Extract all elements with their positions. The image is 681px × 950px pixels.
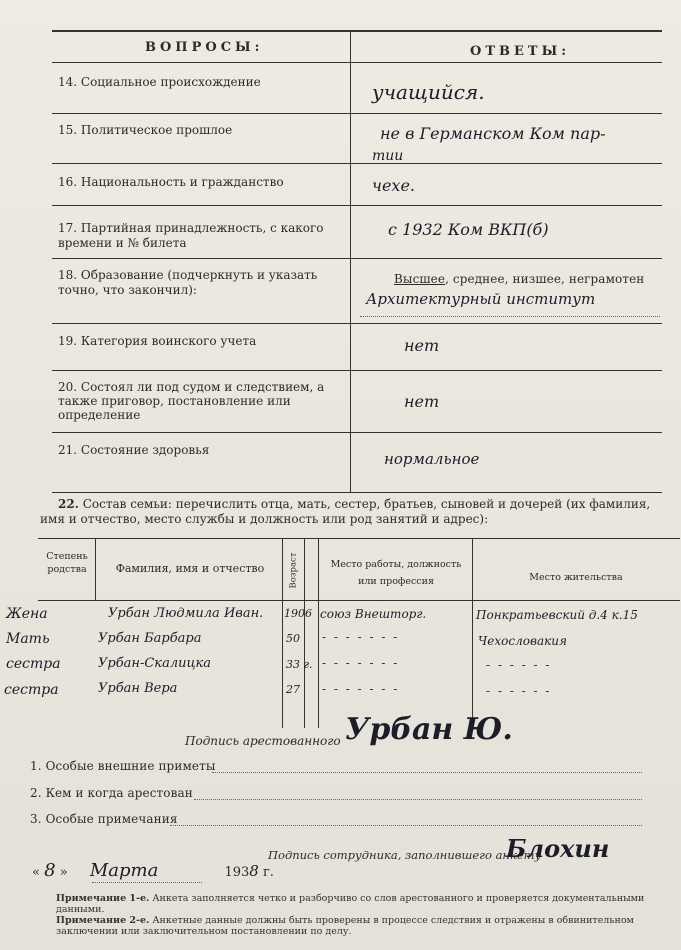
question-16-answer: чехе. <box>372 176 415 195</box>
row-rule-19 <box>52 370 662 371</box>
date-close-quote: » <box>59 865 68 880</box>
family-residence: - - - - - - <box>486 658 552 672</box>
special-notes-label: 3. Особые примечания <box>30 812 178 826</box>
question-18-label: 18. Образование (подчеркнуть и указать точно, что закончил): <box>58 268 318 297</box>
special-notes-line <box>170 825 642 826</box>
row-rule-15 <box>52 163 662 164</box>
note-2 <box>56 915 660 937</box>
education-other-options: , среднее, низшее, неграмотен <box>445 272 645 286</box>
family-col-divider-1 <box>95 538 96 600</box>
header-rule <box>52 62 662 63</box>
row-rule-16 <box>52 205 662 206</box>
officer-signature: Блохин <box>506 834 610 863</box>
family-work: союз Внешторг. <box>320 607 427 621</box>
date-year-suffix: 8 <box>249 862 259 880</box>
family-col-divider-5 <box>472 538 473 728</box>
note-1 <box>56 893 660 915</box>
family-relation: Мать <box>6 631 50 647</box>
note-1-text: Анкета заполняется четко и разборчиво со слов арестованного и проверяется документальными данными. <box>56 893 645 915</box>
question-17-label: 17. Партийная принадлежность, с какого времени и № билета <box>58 221 324 250</box>
arrested-signature: Урбан Ю. <box>345 712 513 747</box>
family-residence: - - - - - - <box>486 684 552 698</box>
family-relation: сестра <box>6 656 61 672</box>
date-open-quote: « <box>32 865 40 880</box>
family-work: - - - - - - - <box>322 656 400 670</box>
question-15-answer: не в Германском Ком пар- <box>380 124 606 143</box>
education-options <box>394 272 644 286</box>
family-name: Урбан-Скалицка <box>98 656 212 671</box>
family-age: 1906 <box>284 607 312 620</box>
question-14-label: 14. Социальное происхождение <box>58 75 261 89</box>
question-19-label: 19. Категория воинского учета <box>58 334 257 348</box>
column-header-age: Возраст <box>288 552 299 589</box>
note-2-title: Примечание 2-е. <box>56 915 150 926</box>
family-age: 27 <box>286 683 300 696</box>
family-name: Урбан Барбара <box>98 631 202 646</box>
row-rule-17 <box>52 258 662 259</box>
date-line <box>32 860 274 881</box>
family-intro <box>40 497 660 527</box>
question-19-answer: нет <box>404 336 440 355</box>
education-selected-option: Высшее <box>394 272 446 286</box>
question-14-answer: учащийся. <box>372 80 485 104</box>
family-col-divider-3 <box>304 538 305 728</box>
question-18-answer: Архитектурный институт <box>366 290 596 308</box>
question-20-label: 20. Состоял ли под судом и следствием, а также приговор, постановление или определение <box>58 380 325 422</box>
date-month-line <box>92 882 202 883</box>
questions-header: ВОПРОСЫ: <box>145 40 264 55</box>
question-17-answer: с 1932 Ком ВКП(б) <box>388 220 549 239</box>
question-15-answer-line2: тии <box>372 148 404 164</box>
family-table-top-rule <box>38 538 680 539</box>
arrested-signature-label: Подпись арестованного <box>185 734 341 748</box>
arrested-by-line <box>194 799 642 800</box>
arrested-by-label: 2. Кем и когда арестован <box>30 786 193 800</box>
row-rule-18 <box>52 323 662 324</box>
family-name: Урбан Людмила Иван. <box>108 606 264 621</box>
family-residence: Понкратьевский д.4 к.15 <box>476 608 638 622</box>
date-month: Марта <box>89 860 159 881</box>
date-day: 8 <box>44 860 56 881</box>
column-header-relation: Степень родства <box>46 551 88 575</box>
column-header-work: Место работы, должность или профессия <box>330 559 462 587</box>
row-rule-20 <box>52 432 662 433</box>
family-residence: Чехословакия <box>478 634 567 648</box>
question-18-answer-line <box>360 316 660 317</box>
family-table-header-rule <box>38 600 680 601</box>
family-intro-text: Состав семьи: перечислить отца, мать, сестер, братьев, сыновей и дочерей (их фамилия, имя и отчество, место службы и должность или род занятий и адрес): <box>40 497 651 526</box>
special-features-line <box>212 772 642 773</box>
column-header-residence: Место жительства <box>529 572 623 583</box>
family-col-divider-4 <box>318 538 319 728</box>
question-16-label: 16. Национальность и гражданство <box>58 175 284 189</box>
note-2-text: Анкетные данные должны быть проверены в процессе следствия и отражены в обвинительном заключении или заключительном постановлении по делу. <box>56 915 634 937</box>
row-rule-14 <box>52 113 662 114</box>
family-work: - - - - - - - <box>322 682 400 696</box>
column-divider <box>350 30 351 492</box>
date-year-unit: г. <box>262 865 274 880</box>
special-features-label: 1. Особые внешние приметы <box>30 759 216 773</box>
family-relation: сестра <box>4 682 59 698</box>
question-20-answer: нет <box>404 392 440 411</box>
date-year-prefix: 193 <box>224 865 250 880</box>
family-age: 33 г. <box>286 658 313 671</box>
family-name: Урбан Вера <box>98 681 178 696</box>
row-rule-21 <box>52 492 662 493</box>
column-header-name: Фамилия, имя и отчество <box>115 562 265 575</box>
question-15-label: 15. Политическое прошлое <box>58 123 233 137</box>
family-work: - - - - - - - <box>322 630 400 644</box>
top-rule <box>52 30 662 32</box>
family-intro-number: 22. <box>58 497 79 511</box>
family-age: 50 <box>286 632 300 645</box>
family-relation: Жена <box>6 606 48 622</box>
answers-header: ОТВЕТЫ: <box>470 44 570 59</box>
question-21-label: 21. Состояние здоровья <box>58 443 210 457</box>
note-1-title: Примечание 1-е. <box>56 893 150 904</box>
family-col-divider-2 <box>282 538 283 728</box>
officer-signature-label: Подпись сотрудника, заполнившего анкету <box>268 848 542 862</box>
question-21-answer: нормальное <box>384 450 480 468</box>
